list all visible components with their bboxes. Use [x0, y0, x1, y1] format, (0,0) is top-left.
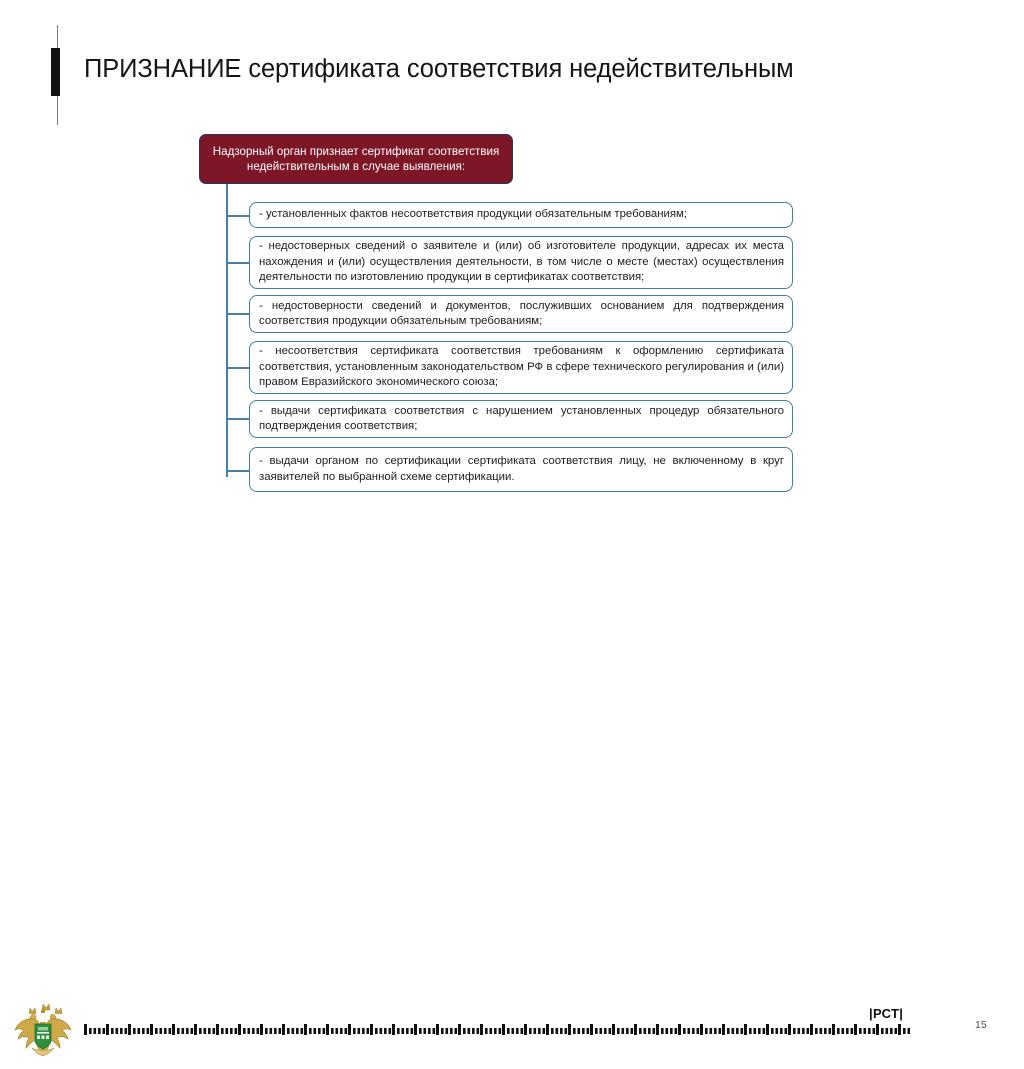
diagram-item-label: - выдачи органом по сертификации сертификата соответствия лицу, не включенному в круг заявителей по выбранной схеме сертификации.	[259, 455, 784, 483]
page-number: 15	[975, 1019, 987, 1031]
diagram-item-3	[249, 295, 793, 333]
diagram-item-label: - недостоверности сведений и документов, послуживших основанием для подтверждения соответствия продукции обязательным требованиям;	[259, 299, 784, 327]
diagram-trunk-line	[226, 184, 228, 477]
diagram-item-label: - выдачи сертификата соответствия с нарушением установленных процедур обязательного подтверждения соответствия;	[259, 404, 784, 432]
diagram-item-label: - установленных фактов несоответствия продукции обязательным требованиям;	[259, 208, 688, 221]
diagram-branch-6	[226, 470, 250, 472]
page-title: ПРИЗНАНИЕ сертификата соответствия недействительным	[84, 55, 794, 83]
rst-logo-mark	[869, 1007, 903, 1020]
diagram-branch-5	[226, 418, 250, 420]
diagram-root-label: Надзорный орган признает сертификат соответствия недействительным в случае выявления:	[212, 145, 500, 173]
diagram-item-5	[249, 400, 793, 438]
diagram-item-4	[249, 341, 793, 394]
russian-double-headed-eagle-emblem-icon	[10, 998, 76, 1064]
diagram-branch-4	[226, 367, 250, 369]
footer-dotted-rule	[84, 1024, 910, 1036]
diagram-root-node	[199, 134, 513, 184]
diagram-item-label: - несоответствия сертификата соответствия требованиям к оформлению сертификата соответствия, установленным законодательством РФ в сфере технического регулирования и (или) правом Евразийского экономического союза;	[259, 345, 784, 389]
slide-footer	[0, 495, 1024, 1031]
diagram-item-6	[249, 447, 793, 492]
rst-logo-text: РСТ	[872, 1006, 900, 1021]
rst-bar-left: |	[869, 1006, 873, 1021]
diagram-branch-2	[226, 262, 250, 264]
diagram-branch-3	[226, 313, 250, 315]
rst-bar-right: |	[899, 1006, 904, 1021]
diagram-branch-1	[226, 215, 250, 217]
diagram-item-2	[249, 236, 793, 289]
diagram-item-label: - недостоверных сведений о заявителе и (или) об изготовителе продукции, адресах их места нахождения и (или) осуществления деятельности, в том числе о месте (местах) осуществления деятельности по изготовлению продукции в сертификатах соответствия;	[259, 240, 784, 284]
diagram-item-1	[249, 202, 793, 228]
